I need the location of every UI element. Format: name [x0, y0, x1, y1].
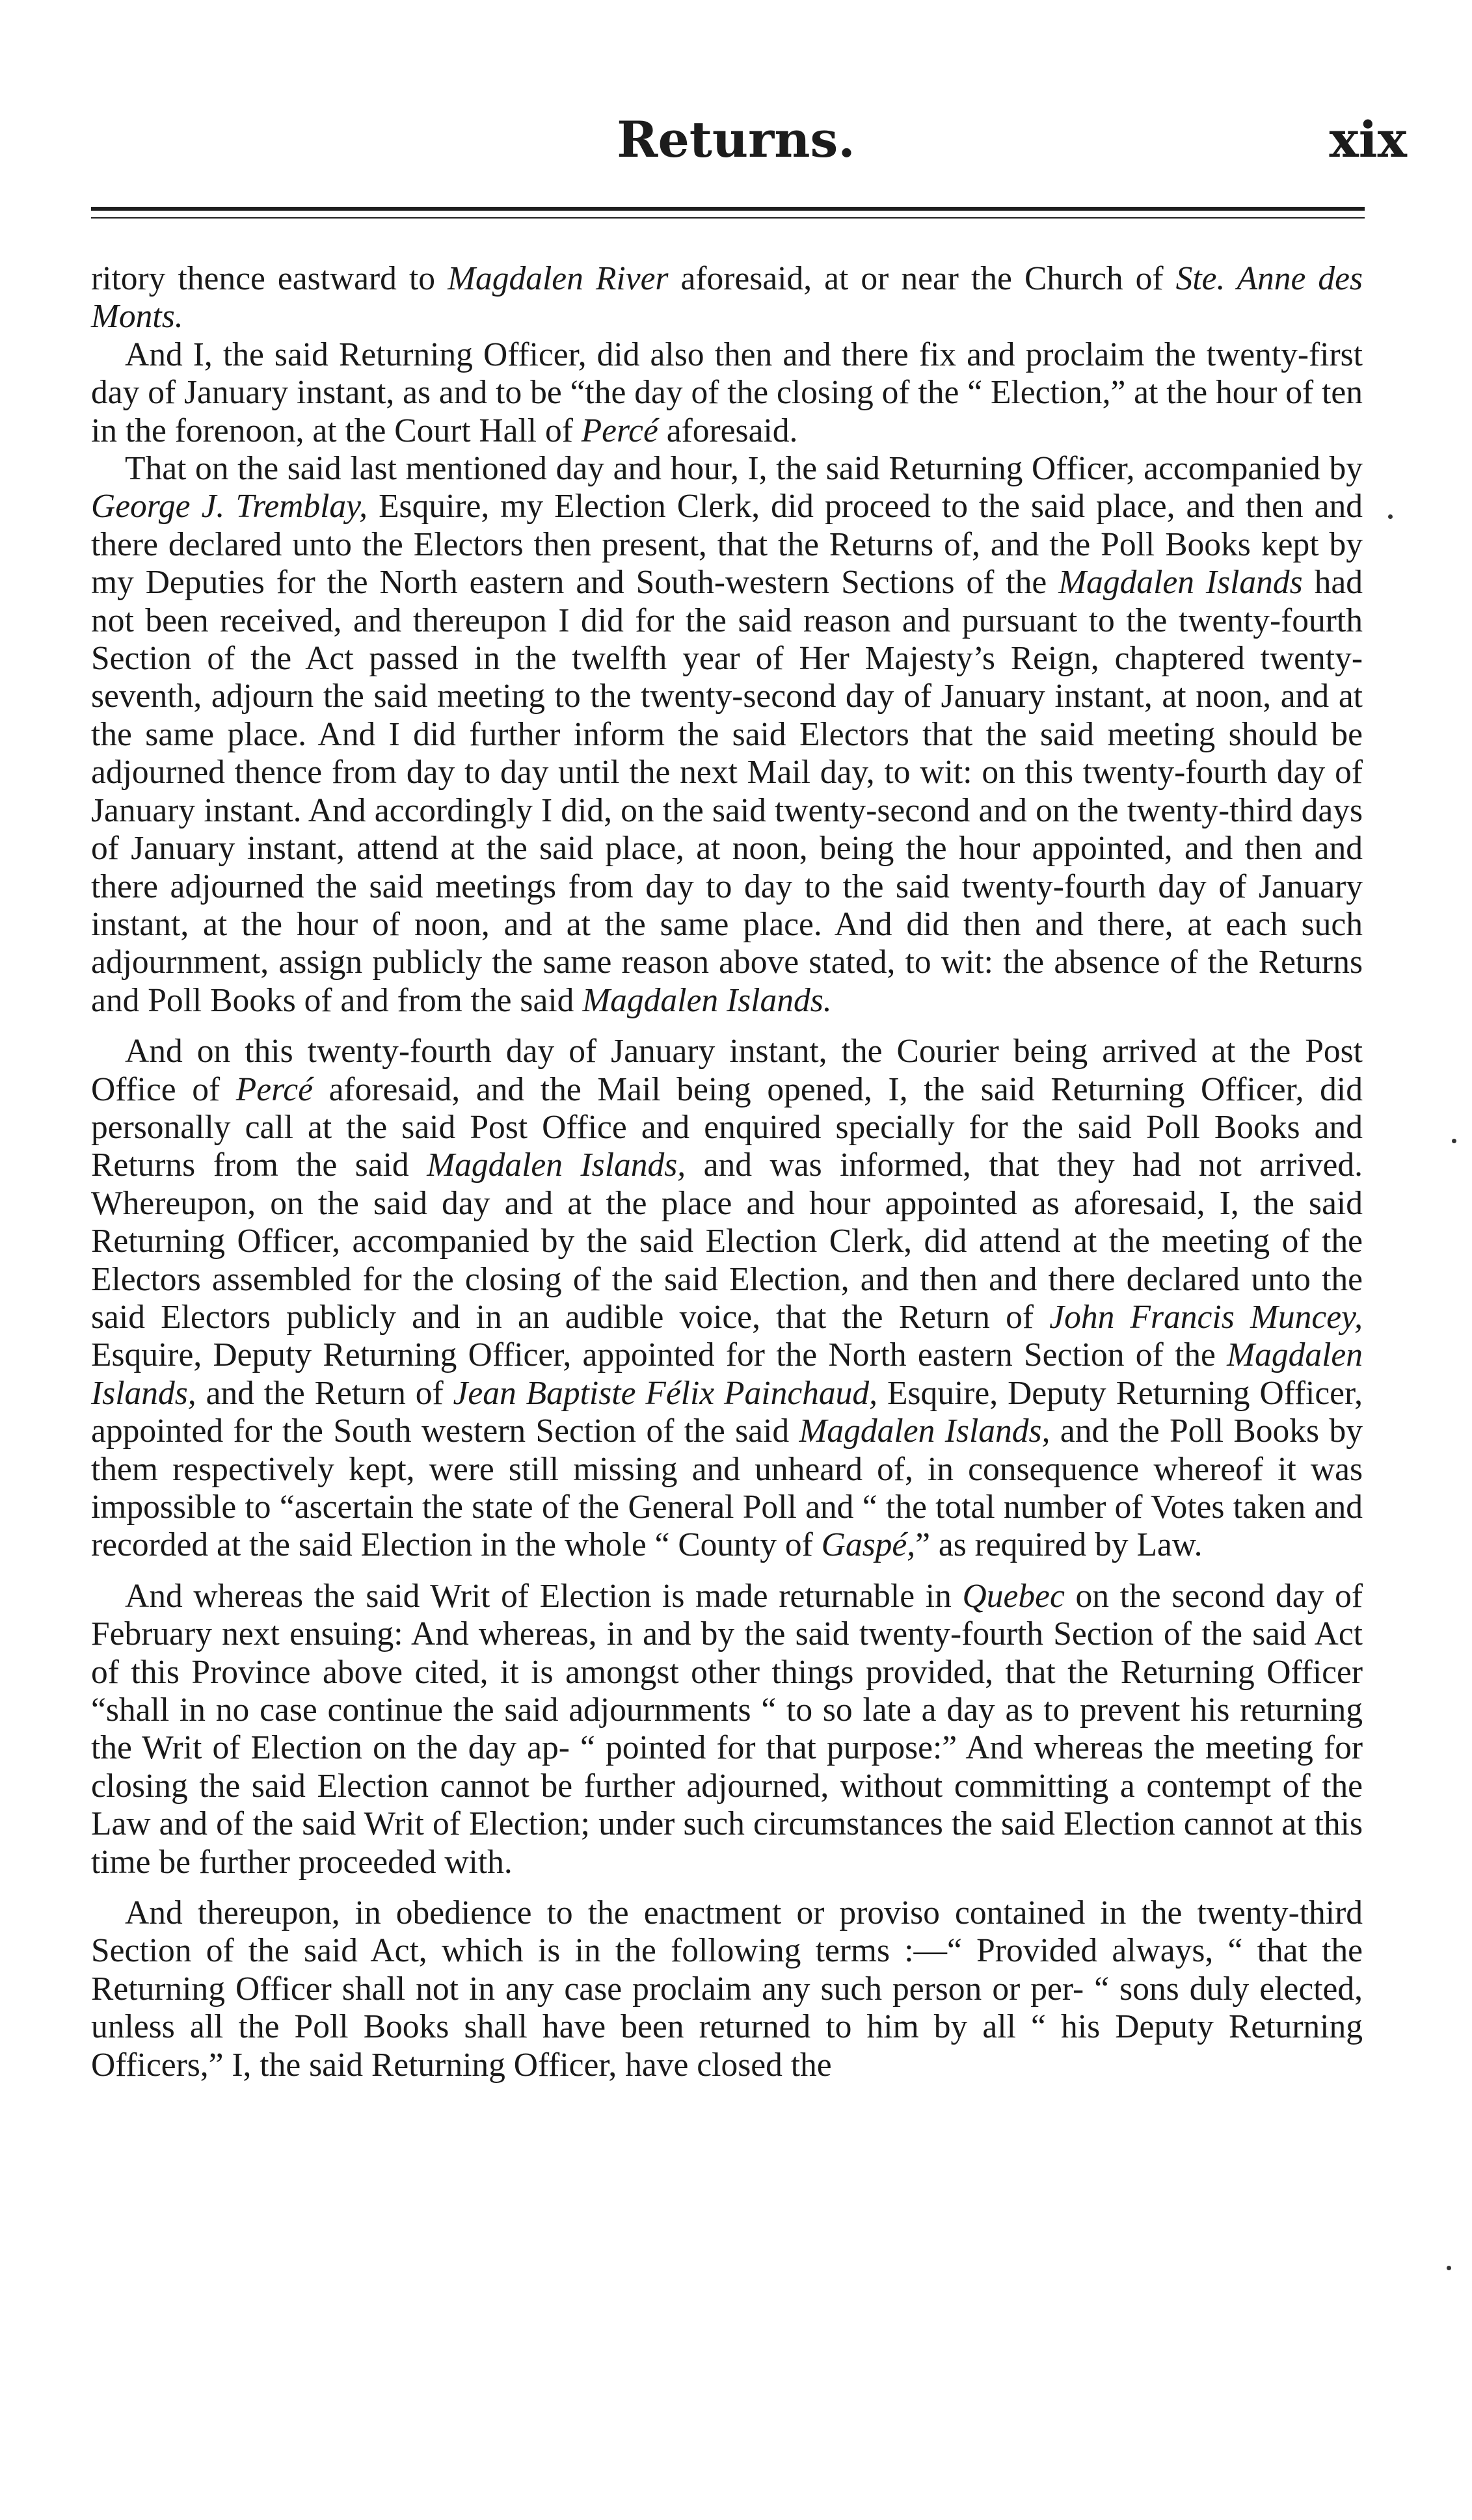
italic-run: John Francis Muncey, [1049, 1298, 1363, 1336]
italic-run: Gaspé, [821, 1526, 916, 1564]
text-run: and the Return of [196, 1374, 453, 1412]
body-text [91, 260, 1363, 2084]
italic-run: Jean Baptiste Félix Painchaud, [453, 1374, 878, 1412]
text-run: ” as required by Law. [915, 1526, 1203, 1564]
page-number: xix [1329, 111, 1407, 168]
italic-run: Ste. Anne des Monts. [91, 260, 1363, 336]
italic-run: George J. Tremblay, [91, 488, 368, 525]
header-rule-thin [91, 217, 1365, 219]
italic-run: Magdalen River [448, 260, 669, 297]
italic-run: Magdalen Islands, [91, 1336, 1363, 1412]
paragraph-4 [91, 1033, 1363, 1565]
paragraph-6 [91, 1894, 1363, 2084]
text-run: And I, the said Returning Officer, did also then and there fix and proclaim the twenty-first day of January instant, as and to be “the day of the closing of the “ Election,” at the hour of ten in the forenoon, at the Court Hall of [91, 336, 1363, 449]
text-run: And on this twenty-fourth day of January instant, the Courier being arrived at the Post Office of [91, 1033, 1363, 1108]
text-run: on the second day of February next ensuing: And whereas, in and by the said twenty-fourth Section of the said Act of this Province above cited, it is amongst other things provided, that the Returning Officer “shall in no case continue the said adjournments “ to so late a day as to prevent his returning the Writ of Election on the day ap- “ pointed for that purpose:” And whereas the meeting for closing the said Election cannot be further adjourned, without committing a contempt of the Law and of the said Writ of Election; under such circumstances the said Election cannot at this time be further proceeded with. [91, 1577, 1363, 1881]
text-run: aforesaid, at or near the Church of [668, 260, 1176, 297]
margin-speck [1388, 514, 1393, 519]
italic-run: Percé [581, 412, 658, 449]
text-run: And thereupon, in obedience to the enactment or proviso contained in the twenty-third Section of the said Act, which is in the following terms :—“ Provided always, “ that the Returning Officer shall not in any case proclaim any such person or per- “ sons duly elected, unless all the Poll Books shall have been returned to him by all “ his Deputy Returning Officers,” I, the said Returning Officer, have closed the [91, 1894, 1363, 2084]
text-run: aforesaid, and the Mail being opened, I, the said Returning Officer, did personally call at the said Post Office and enquired specially for the said Poll Books and Returns from the said [91, 1070, 1363, 1184]
paragraph-2 [91, 336, 1363, 450]
text-run: Esquire, my Election Clerk, did proceed to the said place, and then and there declared unto the Electors then present, that the Returns of, and the Poll Books kept by my Deputies for the North eastern and South-western Sections of the [91, 488, 1363, 602]
italic-run: Magdalen Islands, [427, 1147, 686, 1184]
margin-speck [1452, 1139, 1456, 1143]
text-run: Esquire, Deputy Returning Officer, appointed for the North eastern Section of the [91, 1336, 1227, 1374]
text-run: had not been received, and thereupon I did for the said reason and pursuant to the twenty-fourth Section of the Act passed in the twelfth year of Her Majesty’s Reign, chaptered twenty-seventh, adjourn the said meeting to the twenty-second day of January instant, at noon, and at the same place. And I did further inform the said Electors that the said meeting should be adjourned thence from day to day until the next Mail day, to wit: on this twenty-fourth day of January instant. And accordingly I did, on the said twenty-second and on the twenty-third days of January instant, attend at the said place, at noon, being the hour appointed, and then and there adjourned the said meetings from day to day to the said twenty-fourth day of January instant, at the hour of noon, and at the same place. And did then and there, at each such adjournment, assign publicly the same reason above stated, to wit: the absence of the Returns and Poll Books of and from the said [91, 564, 1363, 1019]
text-run: ritory thence eastward to [91, 260, 448, 297]
italic-run: Magdalen Islands [1058, 564, 1303, 602]
italic-run: Percé [235, 1070, 313, 1108]
paragraph-1 [91, 260, 1363, 336]
text-run: and was informed, that they had not arrived. Whereupon, on the said day and at the place and hour appointed as aforesaid, I, the said Returning Officer, accompanied by the said Election Clerk, did attend at the meeting of the Electors assembled for the closing of the said Election, and then and there declared unto the said Electors publicly and in an audible voice, that the Return of [91, 1147, 1363, 1336]
page-header [46, 111, 1426, 189]
paragraph-5 [91, 1578, 1363, 1881]
header-rule-thick [91, 207, 1365, 211]
italic-run: Magdalen Islands. [582, 981, 832, 1019]
margin-speck [1447, 2266, 1451, 2270]
italic-run: Quebec [962, 1577, 1065, 1615]
italic-run: Magdalen Islands, [799, 1413, 1050, 1450]
paragraph-3 [91, 450, 1363, 1020]
text-run: and the Poll Books by them respectively kept, were still missing and unheard of, in consequence whereof it was impossible to “ascertain the state of the General Poll and “ the total number of Votes taken and recorded at the said Election in the whole “ County of [91, 1413, 1363, 1564]
text-run: And whereas the said Writ of Election is made returnable in [125, 1577, 963, 1615]
running-head-title: Returns. [617, 111, 855, 168]
text-run: That on the said last mentioned day and hour, I, the said Returning Officer, accompanied by [125, 450, 1363, 488]
text-run: Esquire, Deputy Returning Officer, appointed for the South western Section of the said [91, 1374, 1363, 1450]
text-run: aforesaid. [658, 412, 798, 449]
